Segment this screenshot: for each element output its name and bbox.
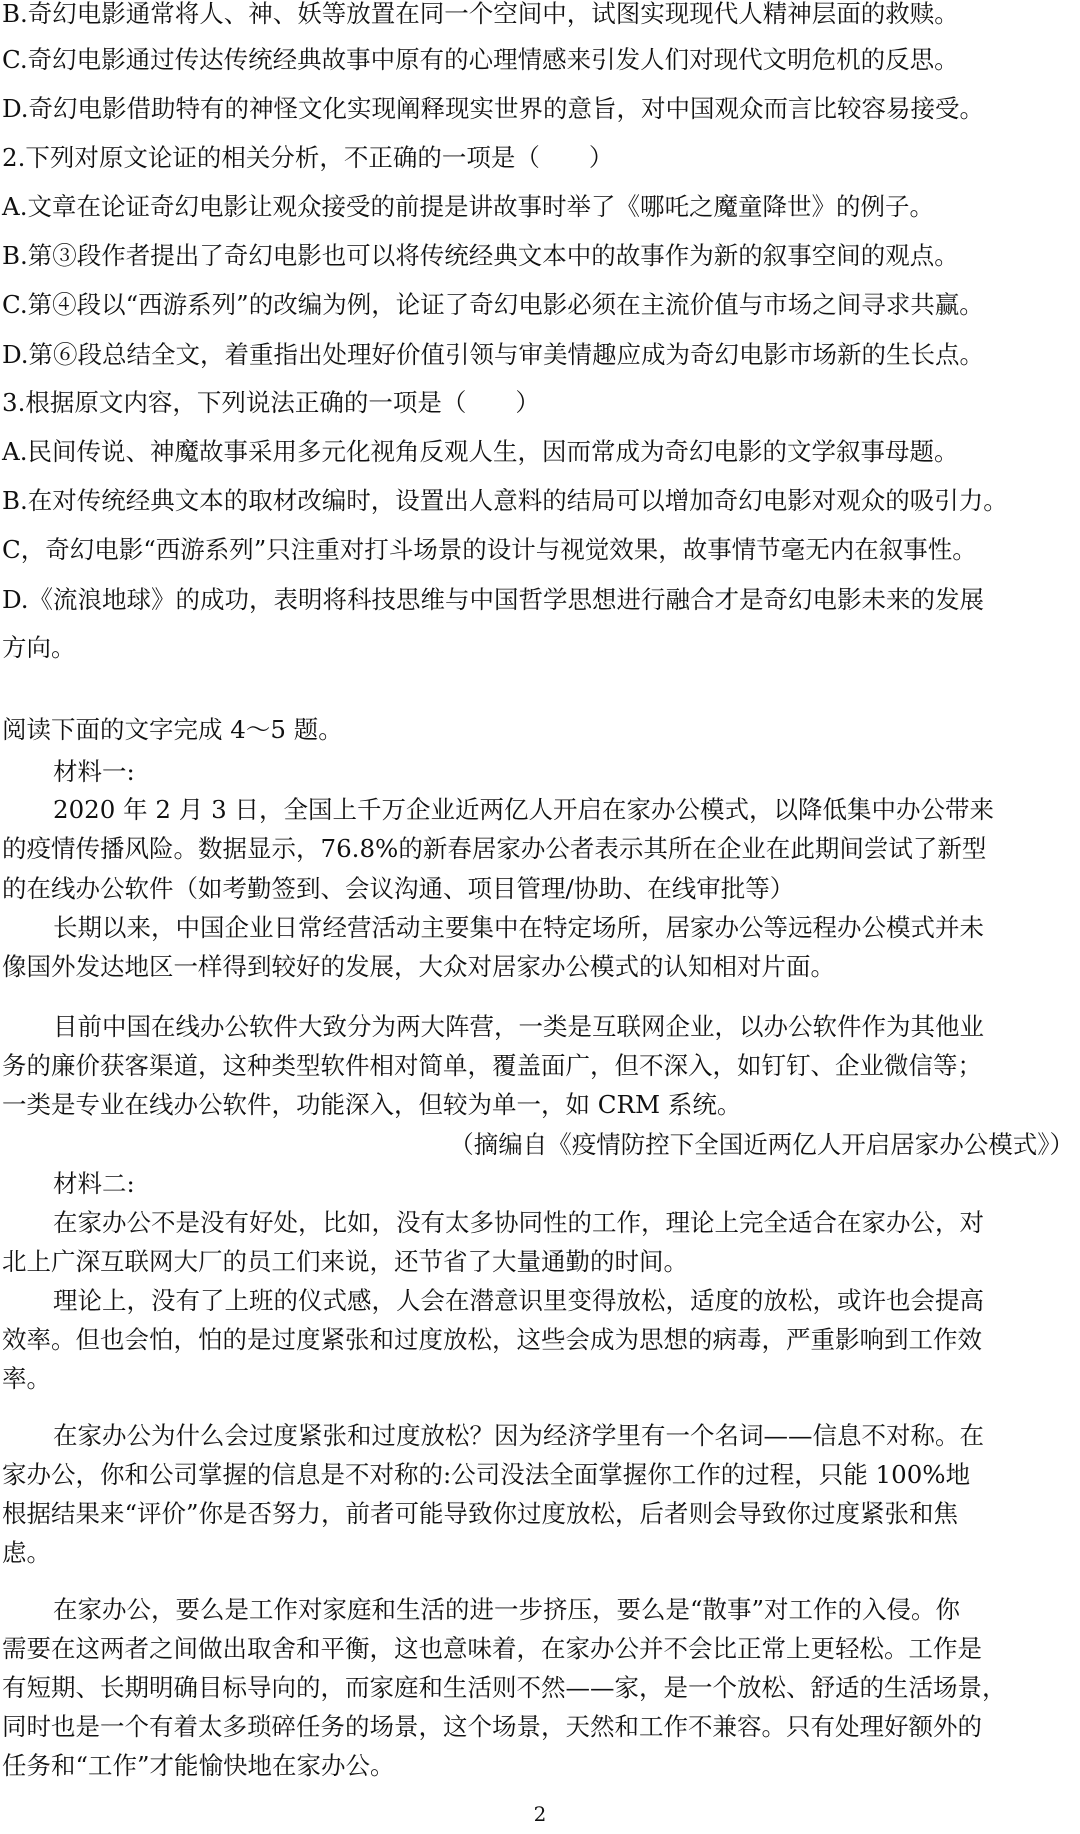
q3-option-a: A.民间传说、神魔故事采用多元化视角反观人生，因而常成为奇幻电影的文学叙事母题。 <box>2 437 959 466</box>
q2-stem: 2.下列对原文论证的相关分析，不正确的一项是（ ） <box>2 143 614 172</box>
material1-line: 务的廉价获客渠道，这种类型软件相对简单，覆盖面广，但不深入，如钉钉、企业微信等； <box>2 1051 982 1080</box>
q3-option-d-line1: D.《流浪地球》的成功，表明将科技思维与中国哲学思想进行融合才是奇幻电影未来的发展 <box>2 585 985 614</box>
q2-option-b: B.第③段作者提出了奇幻电影也可以将传统经典文本中的故事作为新的叙事空间的观点。 <box>2 241 959 270</box>
q3-option-b: B.在对传统经典文本的取材改编时，设置出人意料的结局可以增加奇幻电影对观众的吸引力。 <box>2 486 1008 515</box>
material2-line: 根据结果来“评价”你是否努力，前者可能导致你过度放松，后者则会导致你过度紧张和焦 <box>2 1499 959 1528</box>
material1-line: 长期以来，中国企业日常经营活动主要集中在特定场所，居家办公等远程办公模式并未 <box>53 913 984 942</box>
q2-option-d: D.第⑥段总结全文，着重指出处理好价值引领与审美情趣应成为奇幻电影市场新的生长点。 <box>2 340 985 369</box>
material1-line: 的在线办公软件（如考勤签到、会议沟通、项目管理/协助、在线审批等） <box>2 874 795 903</box>
q3-option-c: C，奇幻电影“西游系列”只注重对打斗场景的设计与视觉效果，故事情节毫无内在叙事性。 <box>2 535 977 564</box>
material2-line: 任务和“工作”才能愉快地在家办公。 <box>2 1751 395 1780</box>
material1-line: 2020 年 2 月 3 日，全国上千万企业近两亿人开启在家办公模式，以降低集中办公带来 <box>53 795 994 824</box>
material1-heading: 材料一: <box>53 757 135 786</box>
q1-option-b: B.奇幻电影通常将人、神、妖等放置在同一个空间中，试图实现现代人精神层面的救赎。 <box>2 0 959 28</box>
material2-line: 虑。 <box>2 1538 51 1567</box>
material2-heading: 材料二: <box>53 1169 135 1198</box>
material2-line: 北上广深互联网大厂的员工们来说，还节省了大量通勤的时间。 <box>2 1247 688 1276</box>
material2-line: 在家办公，要么是工作对家庭和生活的进一步挤压，要么是“散事”对工作的入侵。你 <box>53 1595 961 1624</box>
material2-line: 率。 <box>2 1364 51 1393</box>
material1-source: （摘编自《疫情防控下全国近两亿人开启居家办公模式》） <box>449 1130 1074 1159</box>
page-number: 2 <box>533 1802 547 1826</box>
material1-line: 像国外发达地区一样得到较好的发展，大众对居家办公模式的认知相对片面。 <box>2 952 835 981</box>
material2-line: 在家办公不是没有好处，比如，没有太多协同性的工作，理论上完全适合在家办公，对 <box>53 1208 984 1237</box>
q1-option-c: C.奇幻电影通过传达传统经典故事中原有的心理情感来引发人们对现代文明危机的反思。 <box>2 45 959 74</box>
material2-line: 有短期、长期明确目标导向的，而家庭和生活则不然——家，是一个放松、舒适的生活场景， <box>2 1673 1007 1702</box>
material2-line: 理论上，没有了上班的仪式感，人会在潜意识里变得放松，适度的放松，或许也会提高 <box>53 1286 984 1315</box>
q3-stem: 3.根据原文内容，下列说法正确的一项是（ ） <box>2 388 540 417</box>
material2-line: 在家办公为什么会过度紧张和过度放松？因为经济学里有一个名词——信息不对称。在 <box>53 1421 984 1450</box>
material2-line: 家办公，你和公司掌握的信息是不对称的:公司没法全面掌握你工作的过程，只能 100%地 <box>2 1460 971 1489</box>
reading-intro: 阅读下面的文字完成 4～5 题。 <box>2 715 343 744</box>
material1-line: 目前中国在线办公软件大致分为两大阵营，一类是互联网企业，以办公软件作为其他业 <box>53 1012 984 1041</box>
material2-line: 同时也是一个有着太多琐碎任务的场景，这个场景，天然和工作不兼容。只有处理好额外的 <box>2 1712 982 1741</box>
q2-option-c: C.第④段以“西游系列”的改编为例，论证了奇幻电影必须在主流价值与市场之间寻求共赢。 <box>2 290 984 319</box>
q1-option-d: D.奇幻电影借助特有的神怪文化实现阐释现实世界的意旨，对中国观众而言比较容易接受。 <box>2 94 985 123</box>
material1-line: 的疫情传播风险。数据显示，76.8%的新春居家办公者表示其所在企业在此期间尝试了新型 <box>2 834 987 863</box>
q3-option-d-line2: 方向。 <box>2 633 76 662</box>
material1-line: 一类是专业在线办公软件，功能深入，但较为单一，如 CRM 系统。 <box>2 1090 742 1119</box>
material2-line: 效率。但也会怕，怕的是过度紧张和过度放松，这些会成为思想的病毒，严重影响到工作效 <box>2 1325 982 1354</box>
q2-option-a: A.文章在论证奇幻电影让观众接受的前提是讲故事时举了《哪吒之魔童降世》的例子。 <box>2 192 934 221</box>
material2-line: 需要在这两者之间做出取舍和平衡，这也意味着，在家办公并不会比正常上更轻松。工作是 <box>2 1634 982 1663</box>
